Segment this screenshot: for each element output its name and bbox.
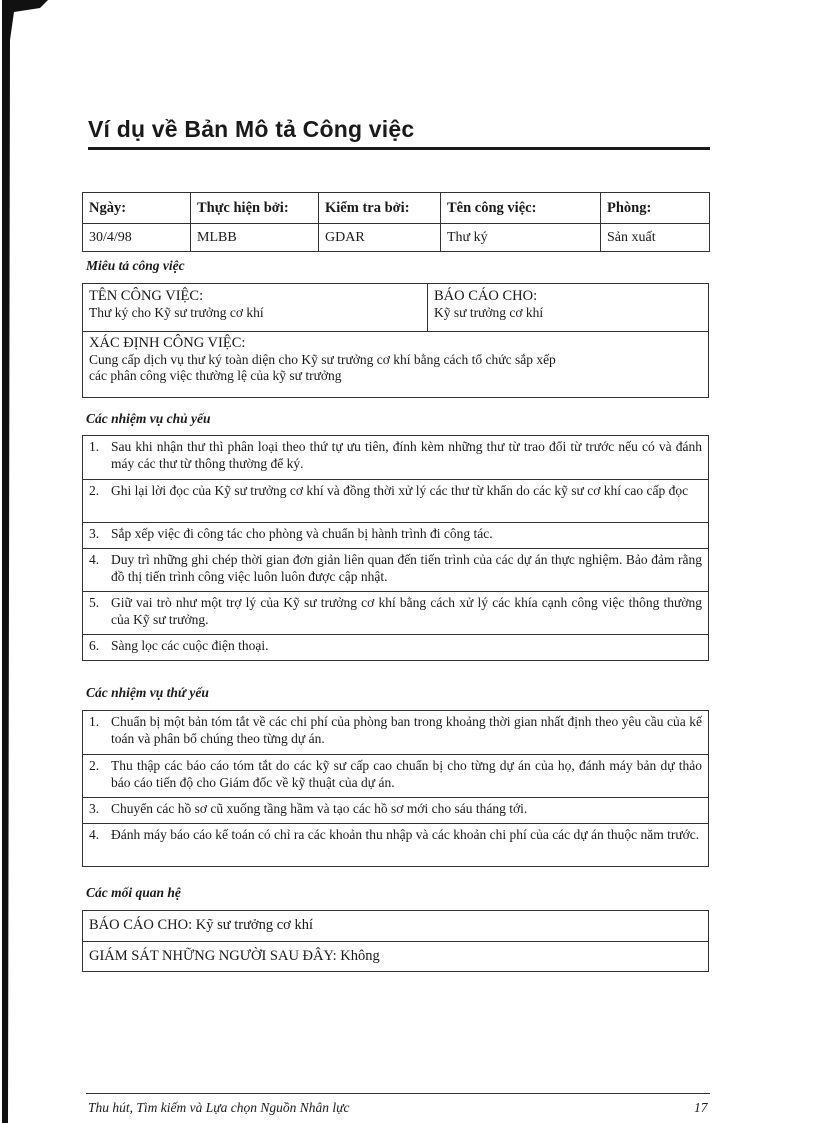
footer-book-title: Thu hút, Tìm kiếm và Lựa chọn Nguồn Nhân lực <box>88 1100 350 1115</box>
job-description-heading: Miêu tả công việc <box>86 258 185 273</box>
main-task-number: 4. <box>89 552 100 567</box>
main-task-number: 3. <box>89 526 100 541</box>
main-task-item <box>83 436 708 479</box>
secondary-task-number: 2. <box>89 758 100 773</box>
secondary-task-item <box>83 823 708 866</box>
main-task-text: Sắp xếp việc đi công tác cho phòng và chuẩn bị hành trình đi công tác. <box>111 526 493 541</box>
page-title: Ví dụ về Bản Mô tả Công việc <box>88 116 415 142</box>
secondary-task-item <box>83 754 708 797</box>
job-purpose-label: XÁC ĐỊNH CÔNG VIỆC: <box>89 335 246 351</box>
main-task-item <box>83 548 708 591</box>
value-row <box>83 224 710 252</box>
secondary-task-number: 1. <box>89 714 100 729</box>
relationship-supervises: GIÁM SÁT NHỮNG NGƯỜI SAU ĐÂY: Không <box>83 941 708 971</box>
secondary-task-text: Chuyển các hồ sơ cũ xuống tầng hầm và tạo các hồ sơ mới cho sáu tháng tới. <box>111 801 528 816</box>
main-task-number: 1. <box>89 439 100 454</box>
main-tasks-heading: Các nhiệm vụ chủ yếu <box>86 411 211 426</box>
value-cell-job-name: Thư ký <box>441 224 601 252</box>
header-table <box>82 192 710 252</box>
relationships-box <box>82 910 709 972</box>
binding-mark <box>0 0 50 1123</box>
reports-to-label: BÁO CÁO CHO: <box>434 288 538 304</box>
value-cell-department: Sản xuất <box>601 224 710 252</box>
main-task-number: 2. <box>89 483 100 498</box>
main-task-number: 5. <box>89 595 100 610</box>
value-cell-checked-by: GDAR <box>319 224 441 252</box>
secondary-task-number: 4. <box>89 827 100 842</box>
job-description-box <box>82 283 709 398</box>
reports-to-value: Kỹ sư trưởng cơ khí <box>434 305 544 320</box>
main-task-text: Sàng lọc các cuộc điện thoại. <box>111 638 269 653</box>
job-title-cell <box>83 284 428 331</box>
header-cell-checked-by: Kiểm tra bởi: <box>319 193 441 224</box>
secondary-task-text: Đánh máy báo cáo kế toán có chỉ ra các khoản thu nhập và các khoản chi phí của các dự án thuộc năm trước. <box>111 827 700 842</box>
header-row <box>83 193 710 224</box>
header-cell-date: Ngày: <box>83 193 191 224</box>
secondary-task-text: Thu thập các báo cáo tóm tắt do các kỹ sư cấp cao chuẩn bị cho từng dự án của họ, đánh máy bản dự thảo báo cáo tiến độ cho Giám đốc về kỹ thuật của dự án. <box>111 758 702 790</box>
page-number: 17 <box>694 1100 708 1115</box>
main-tasks-list <box>82 435 709 661</box>
job-title-value: Thư ký cho Kỹ sư trưởng cơ khí <box>89 305 264 320</box>
main-task-text: Duy trì những ghi chép thời gian đơn giản liên quan đến tiến trình của các dự án thực nghiệm. Bảo đảm rằng đồ thị tiến trình công việc luôn luôn được cập nhật. <box>111 552 702 584</box>
secondary-task-number: 3. <box>89 801 100 816</box>
main-task-item <box>83 479 708 522</box>
main-task-item <box>83 522 708 548</box>
job-purpose-line-1: Cung cấp dịch vụ thư ký toàn diện cho Kỹ sư trưởng cơ khí bằng cách tổ chức sắp xếp <box>89 352 556 367</box>
main-task-text: Giữ vai trò như một trợ lý của Kỹ sư trưởng cơ khí bằng cách xử lý các khía cạnh công việc thông thường của Kỹ sư trưởng. <box>111 595 702 627</box>
value-cell-performed-by: MLBB <box>191 224 319 252</box>
footer-rule <box>86 1093 710 1094</box>
main-task-number: 6. <box>89 638 100 653</box>
job-purpose-cell <box>83 331 708 397</box>
secondary-tasks-list <box>82 710 709 867</box>
header-cell-performed-by: Thực hiện bởi: <box>191 193 319 224</box>
title-rule <box>88 147 710 150</box>
header-cell-department: Phòng: <box>601 193 710 224</box>
main-task-item <box>83 634 708 660</box>
secondary-tasks-heading: Các nhiệm vụ thứ yếu <box>86 685 209 700</box>
secondary-task-item <box>83 711 708 754</box>
relationships-heading: Các mối quan hệ <box>86 885 181 900</box>
reports-to-cell <box>428 284 708 331</box>
secondary-task-text: Chuẩn bị một bản tóm tắt về các chi phí của phòng ban trong khoảng thời gian nhất định theo yêu cầu của kế toán và phân bổ chúng theo từng dự án. <box>111 714 702 746</box>
job-title-label: TÊN CÔNG VIỆC: <box>89 288 204 304</box>
relationship-reports-to: BÁO CÁO CHO: Kỹ sư trưởng cơ khí <box>89 917 313 933</box>
secondary-task-item <box>83 797 708 823</box>
main-task-item <box>83 591 708 634</box>
header-cell-job-name: Tên công việc: <box>441 193 601 224</box>
main-task-text: Ghi lại lời đọc của Kỹ sư trưởng cơ khí và đồng thời xử lý các thư từ khẩn do các kỹ sư cơ khí cao cấp đọc <box>111 483 689 498</box>
main-task-text: Sau khi nhận thư thì phân loại theo thứ tự ưu tiên, đính kèm những thư từ trao đổi từ trước nếu có và đánh máy các thư từ thông thường để ký. <box>111 439 702 471</box>
job-purpose-line-2: các phân công việc thường lệ của kỹ sư trưởng <box>89 368 342 383</box>
value-cell-date: 30/4/98 <box>83 224 191 252</box>
